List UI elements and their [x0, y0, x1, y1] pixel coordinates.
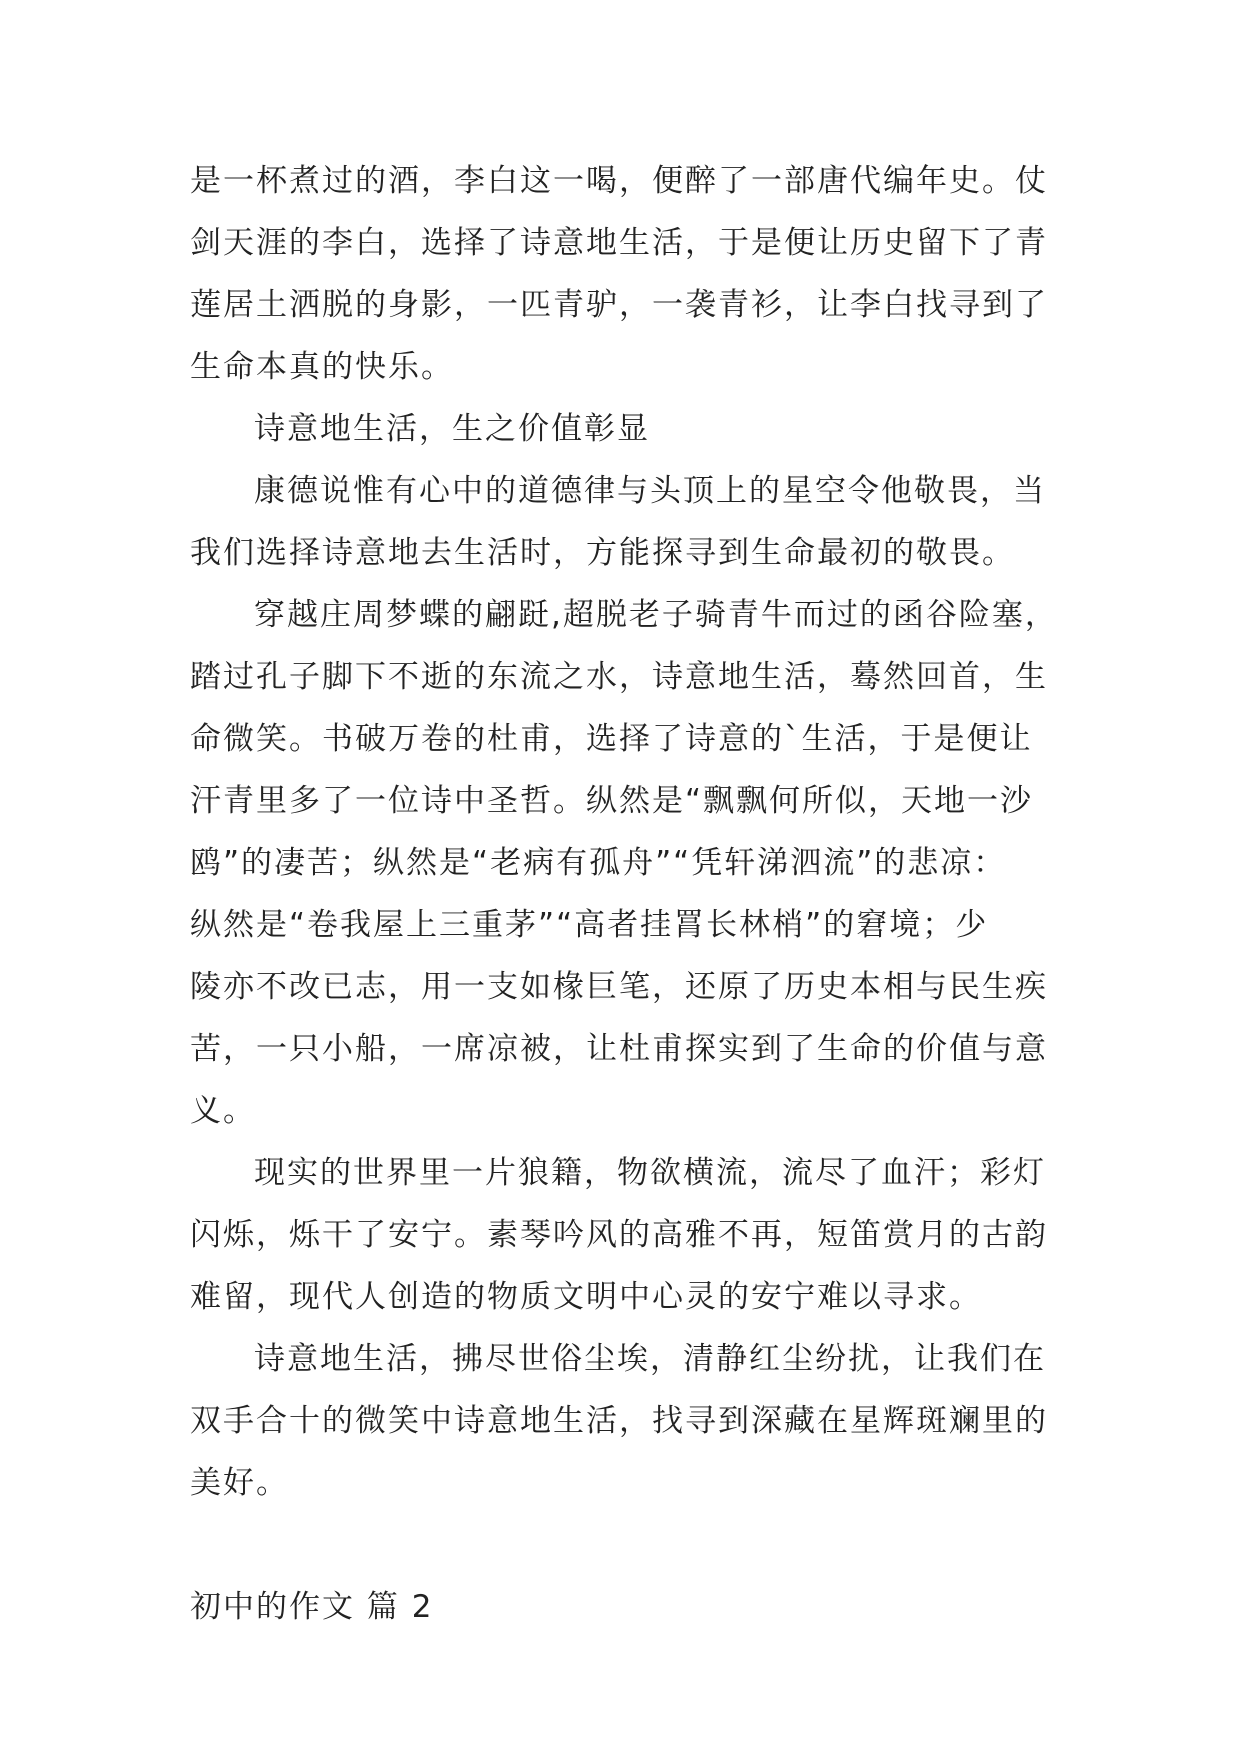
paragraph-line: 鸥”的凄苦；纵然是“老病有孤舟”“凭轩涕泗流”的悲凉： [190, 845, 1007, 881]
paragraph-line: 我们选择诗意地去生活时，方能探寻到生命最初的敬畏。 [190, 535, 1015, 571]
paragraph [190, 150, 1070, 398]
paragraph-line: 闪烁，烁干了安宁。素琴吟风的高雅不再，短笛赏月的古韵 [190, 1217, 1048, 1253]
section-heading: 初中的作文 篇 2 [190, 1589, 434, 1625]
subheading [190, 398, 1070, 460]
paragraph-line: 康德说惟有心中的道德律与头顶上的星空令他敬畏，当 [254, 473, 1046, 509]
paragraph-line: 纵然是“卷我屋上三重茅”“高者挂罥长林梢”的窘境；少 [190, 907, 989, 943]
paragraph-line: 穿越庄周梦蝶的翩跹,超脱老子骑青牛而过的函谷险塞， [254, 597, 1058, 633]
paragraph-line: 生命本真的快乐。 [190, 349, 454, 385]
paragraph-line: 是一杯煮过的酒，李白这一喝，便醉了一部唐代编年史。仗 [190, 163, 1048, 199]
paragraph [190, 460, 1070, 584]
paragraph [190, 584, 1070, 1142]
paragraph-line: 诗意地生活，生之价值彰显 [254, 411, 650, 447]
paragraph-line: 难留，现代人创造的物质文明中心灵的安宁难以寻求。 [190, 1279, 982, 1315]
paragraph-line: 义。 [190, 1093, 256, 1129]
paragraph-line: 汗青里多了一位诗中圣哲。纵然是“飘飘何所似，天地一沙 [190, 783, 1034, 819]
paragraph-line: 苦，一只小船，一席凉被，让杜甫探实到了生命的价值与意 [190, 1031, 1048, 1067]
paragraph-line: 踏过孔子脚下不逝的东流之水，诗意地生活，蓦然回首，生 [190, 659, 1048, 695]
paragraph [190, 1328, 1070, 1514]
paragraph-line: 双手合十的微笑中诗意地生活，找寻到深藏在星辉斑斓里的 [190, 1403, 1048, 1439]
paragraph-line: 命微笑。书破万卷的杜甫，选择了诗意的`生活，于是便让 [190, 721, 1033, 757]
paragraph-line: 莲居土洒脱的身影，一匹青驴，一袭青衫，让李白找寻到了 [190, 287, 1048, 323]
paragraph-line: 现实的世界里一片狼籍，物欲横流，流尽了血汗；彩灯 [254, 1155, 1046, 1191]
paragraph-line: 陵亦不改已志，用一支如椽巨笔，还原了历史本相与民生疾 [190, 969, 1048, 1005]
paragraph-line: 诗意地生活，拂尽世俗尘埃，清静红尘纷扰，让我们在 [254, 1341, 1046, 1377]
paragraph-line: 美好。 [190, 1465, 289, 1501]
paragraph-line: 剑天涯的李白，选择了诗意地生活，于是便让历史留下了青 [190, 225, 1048, 261]
paragraph [190, 1142, 1070, 1328]
document-body [190, 150, 1070, 1638]
